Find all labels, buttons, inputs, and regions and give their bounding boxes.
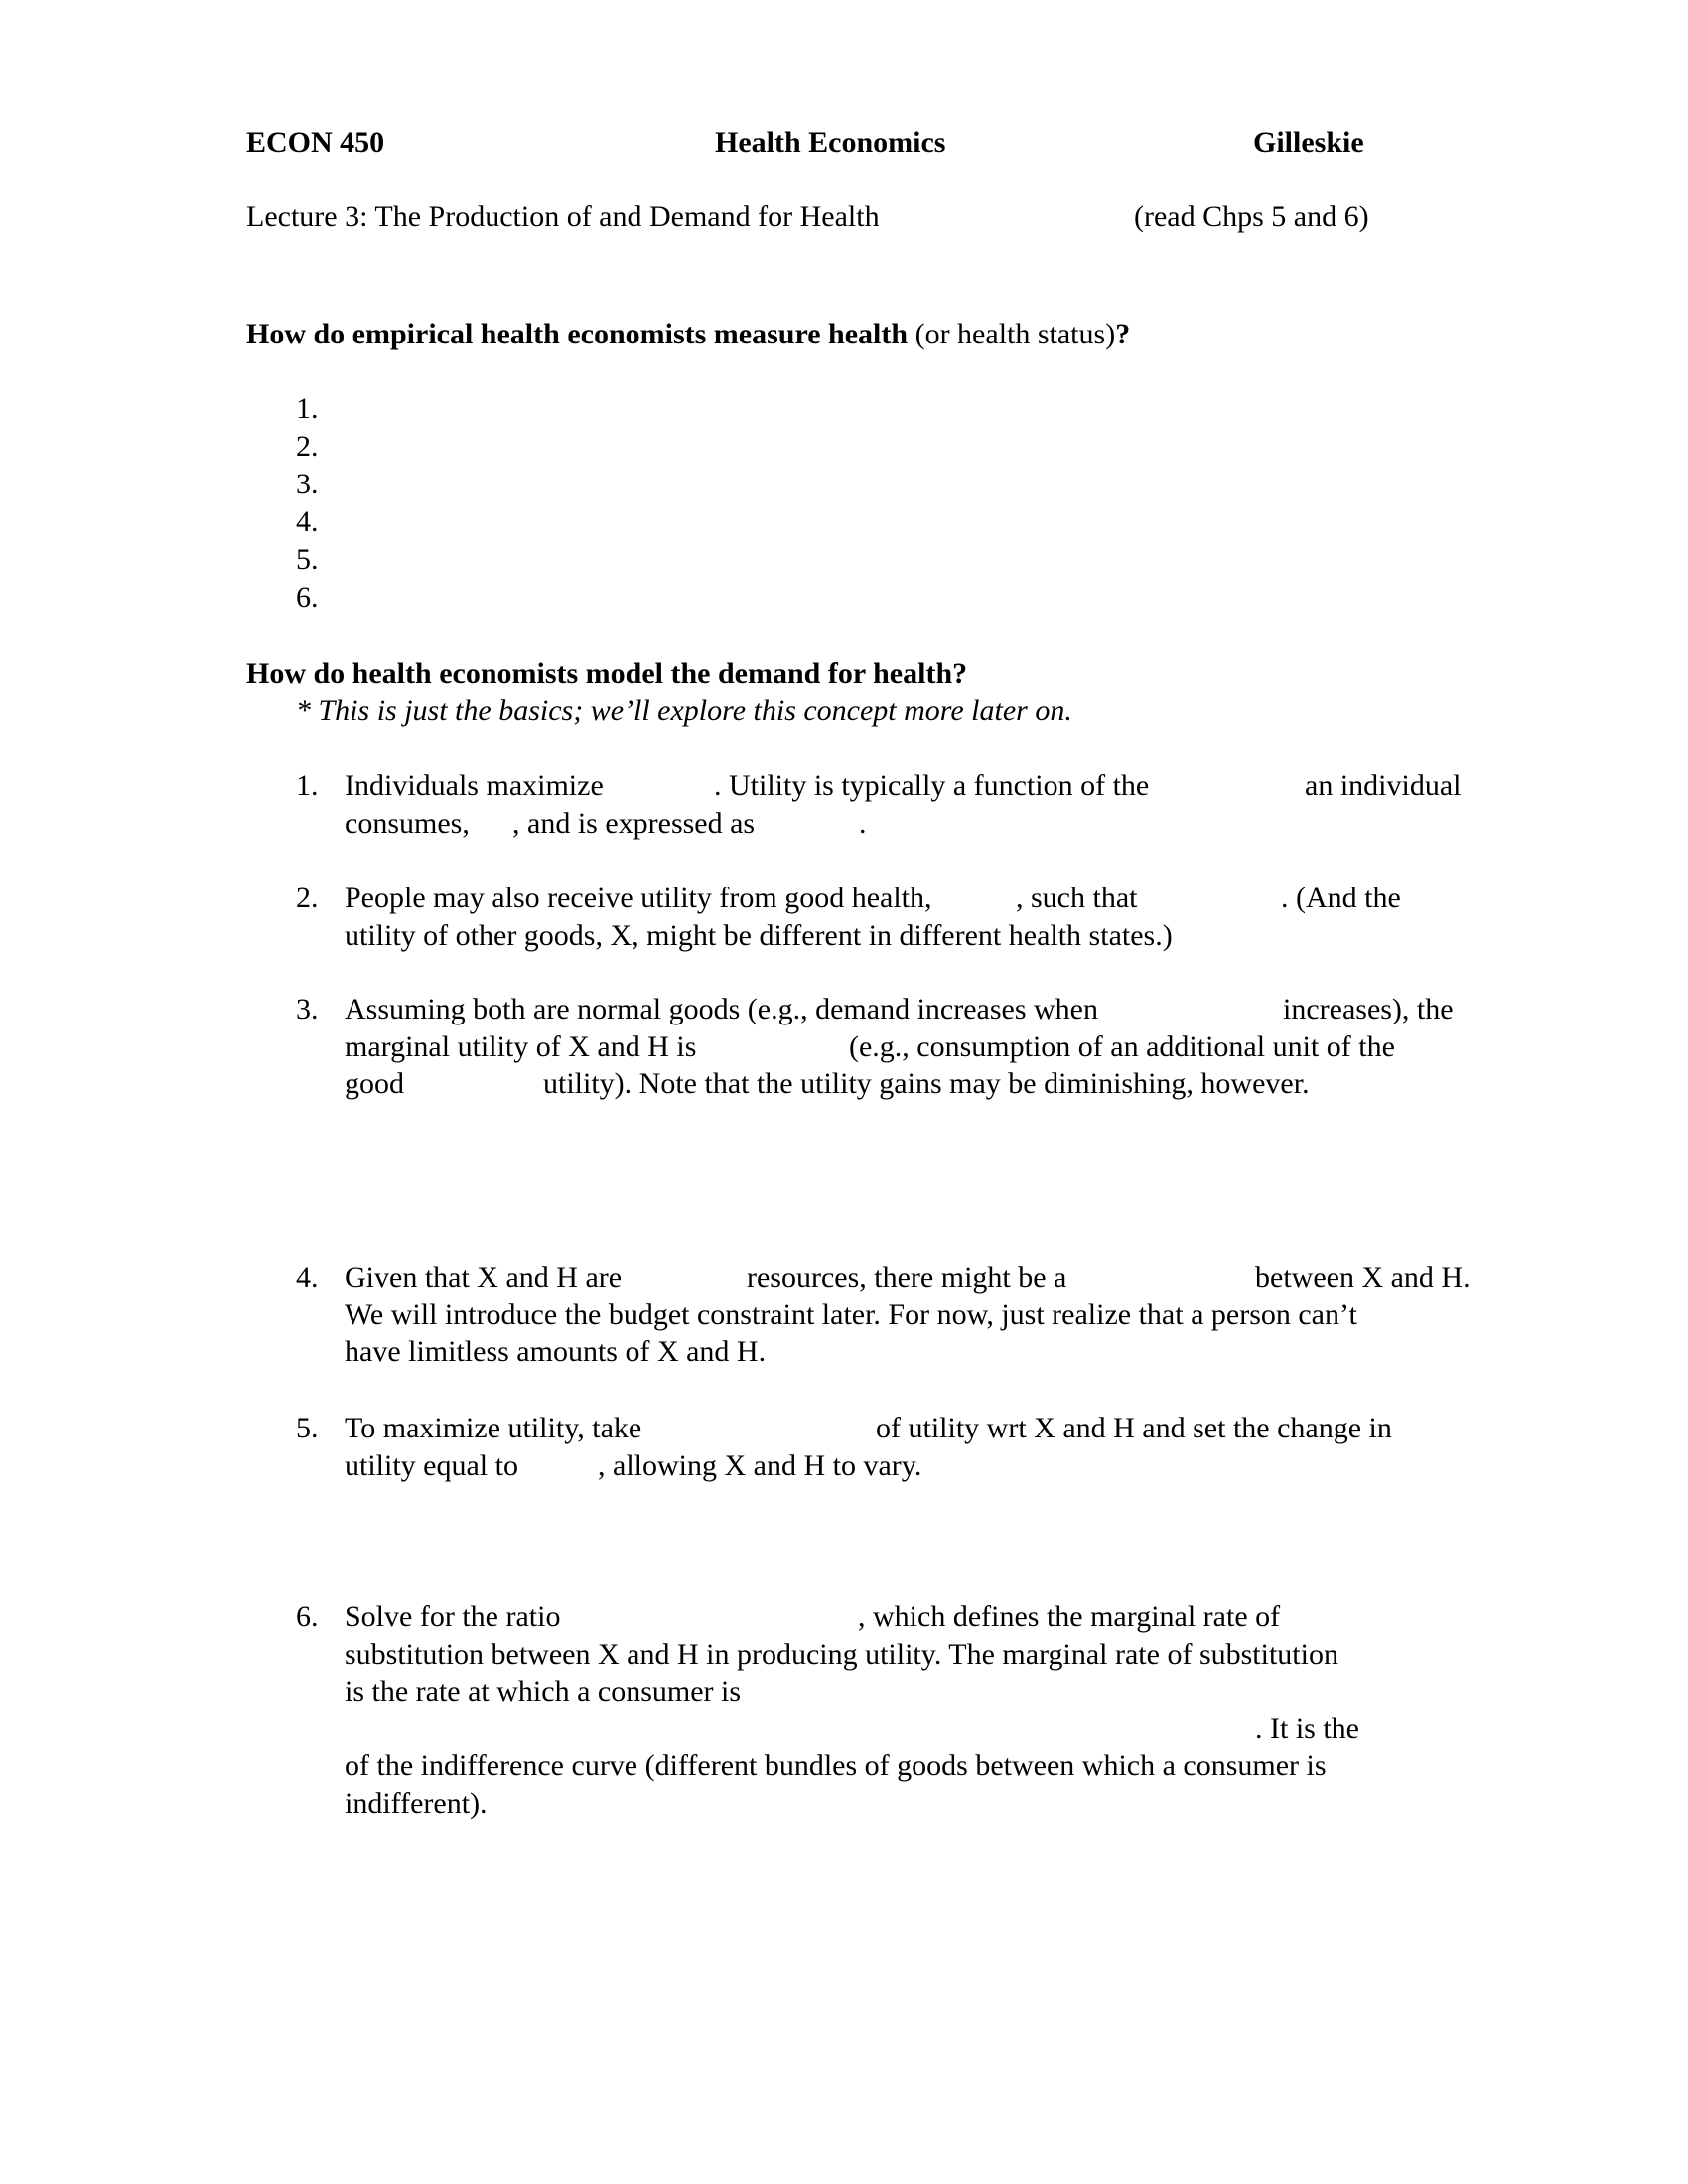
- step-text: between X and H.: [1255, 1261, 1471, 1294]
- step-text: , such that: [1016, 882, 1138, 914]
- step-text: , allowing X and H to vary.: [598, 1448, 922, 1482]
- course-title: Health Economics: [715, 126, 946, 159]
- step-text: Individuals maximize: [345, 769, 604, 802]
- step-text: indifferent).: [345, 1786, 488, 1820]
- step-text: good: [345, 1067, 404, 1100]
- step-text: an individual: [1305, 769, 1462, 802]
- reading-assignment: (read Chps 5 and 6): [1134, 201, 1369, 233]
- step-text: of the indifference curve (different bundles of goods between which a consumer is: [345, 1749, 1327, 1782]
- step-text: Solve for the ratio: [345, 1600, 561, 1633]
- step-text: is the rate at which a consumer is: [345, 1675, 742, 1707]
- step-text: of utility wrt X and H and set the change in: [876, 1412, 1392, 1444]
- step-number: 5.: [296, 1412, 319, 1444]
- step-text: consumes,: [345, 806, 470, 840]
- step-text: have limitless amounts of X and H.: [345, 1335, 767, 1368]
- step-number: 6.: [296, 1600, 319, 1633]
- step-text: .: [859, 806, 867, 840]
- step-text: increases), the: [1283, 993, 1454, 1025]
- basics-note: * This is just the basics; we’ll explore this concept more later on.: [296, 694, 1072, 727]
- step-text: marginal utility of X and H is: [345, 1029, 697, 1063]
- step-text: utility equal to: [345, 1448, 518, 1482]
- step-text: To maximize utility, take: [345, 1412, 642, 1444]
- instructor-name: Gilleskie: [1253, 126, 1364, 159]
- question-plain-text: (or health status): [908, 318, 1116, 350]
- step-text: substitution between X and H in producing utility. The marginal rate of substitution: [345, 1637, 1338, 1671]
- step-text: utility). Note that the utility gains may be diminishing, however.: [543, 1067, 1310, 1100]
- step-text: Assuming both are normal goods (e.g., demand increases when: [345, 993, 1098, 1025]
- step-text: Given that X and H are: [345, 1261, 623, 1294]
- step-text: , and is expressed as: [512, 806, 756, 840]
- step-text: , which defines the marginal rate of: [858, 1600, 1281, 1633]
- step-text: People may also receive utility from good health,: [345, 882, 932, 914]
- step-text: . It is the: [1255, 1711, 1359, 1745]
- step-text: utility of other goods, X, might be different in different health states.): [345, 918, 1173, 952]
- question-demand-health: How do health economists model the demand for health?: [246, 657, 968, 690]
- blank-list-number: 5.: [296, 543, 319, 576]
- question-mark: ?: [1115, 318, 1131, 350]
- step-number: 2.: [296, 882, 319, 914]
- step-text: resources, there might be a: [747, 1261, 1067, 1294]
- step-text: . Utility is typically a function of the: [714, 769, 1150, 802]
- blank-list-number: 6.: [296, 581, 319, 614]
- question-bold-text: How do empirical health economists measure health: [246, 318, 909, 350]
- blank-list-number: 4.: [296, 505, 319, 538]
- blank-list-number: 2.: [296, 430, 319, 463]
- course-code: ECON 450: [246, 126, 385, 159]
- step-text: . (And the: [1281, 882, 1401, 914]
- step-number: 1.: [296, 769, 319, 802]
- lecture-title: Lecture 3: The Production of and Demand for Health: [246, 201, 880, 233]
- step-number: 3.: [296, 993, 319, 1025]
- blank-list-number: 1.: [296, 392, 319, 425]
- step-text: (e.g., consumption of an additional unit of the: [849, 1029, 1395, 1063]
- step-text: We will introduce the budget constraint later. For now, just realize that a person can’t: [345, 1297, 1357, 1331]
- blank-list-number: 3.: [296, 468, 319, 500]
- step-number: 4.: [296, 1261, 319, 1294]
- question-measure-health: [246, 316, 1130, 353]
